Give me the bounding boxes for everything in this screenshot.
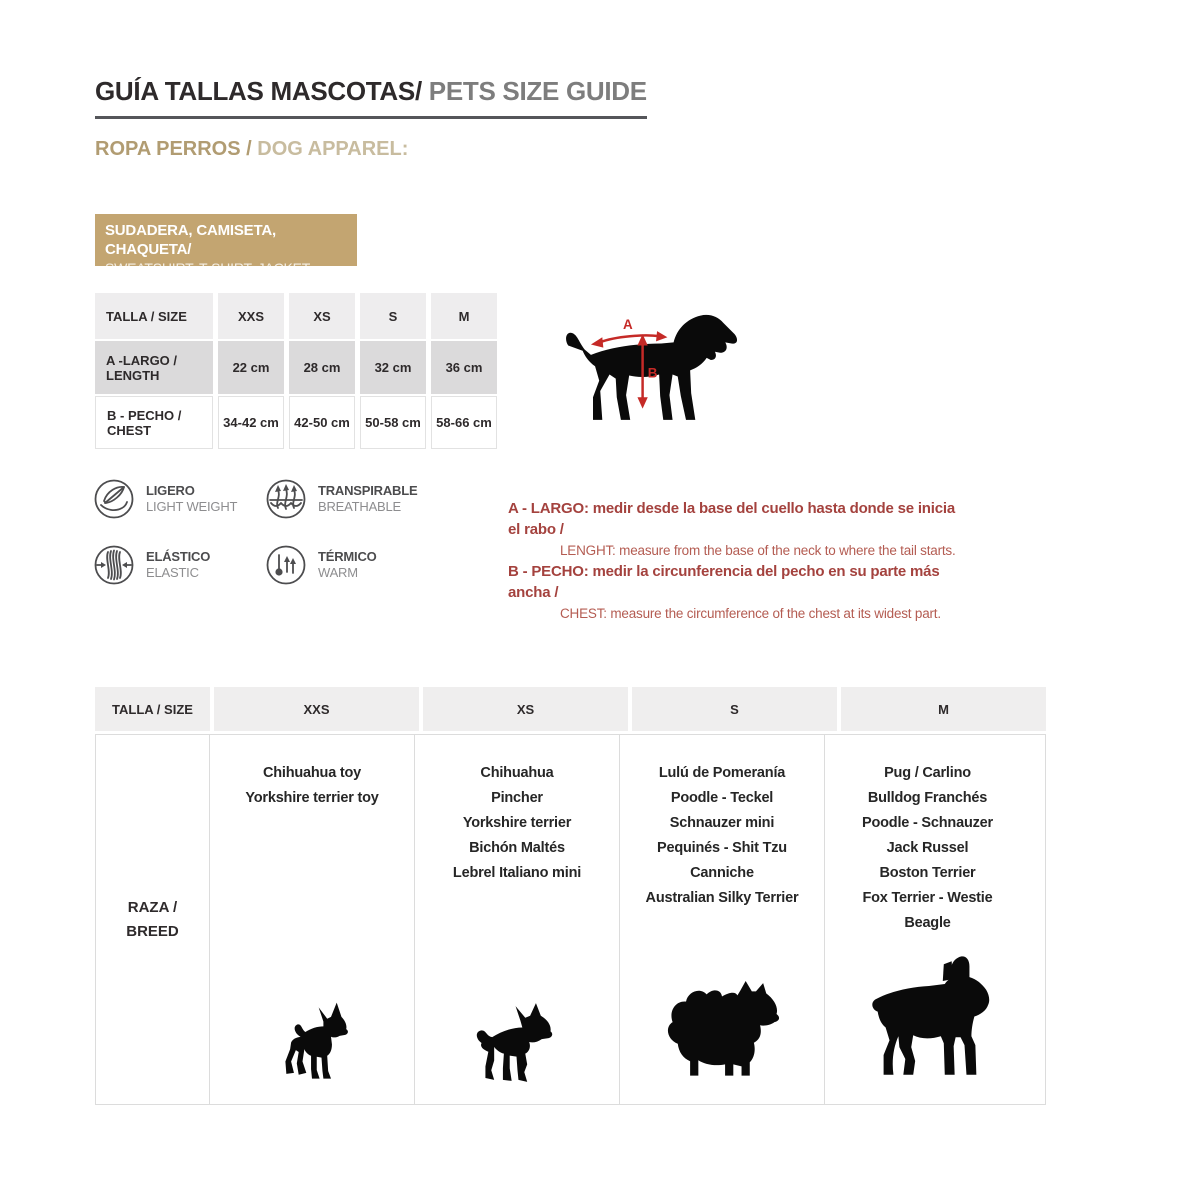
breed-column-xxs — [210, 735, 415, 1104]
breed-item: Canniche — [690, 865, 754, 881]
yorkshire-terrier-silhouette — [466, 998, 568, 1088]
dog-slot — [620, 980, 824, 1088]
breed-list — [646, 735, 799, 911]
subtitle-en: DOG APPAREL: — [251, 138, 409, 160]
label-a: A — [622, 317, 633, 332]
breed-item: Lulú de Pomeranía — [658, 765, 786, 781]
feature-lightweight — [93, 478, 265, 520]
breed-item: Yorkshire terrier — [462, 815, 572, 831]
breed-table — [95, 687, 1046, 1105]
length-m: 36 cm — [431, 341, 497, 394]
elastic-icon — [93, 544, 135, 586]
size-table-header-s: S — [360, 293, 426, 339]
breed-item: Fox Terrier - Westie — [862, 890, 993, 906]
breed-list — [245, 735, 378, 811]
length-s: 32 cm — [360, 341, 426, 394]
length-arrow — [599, 335, 659, 342]
breed-table-body — [95, 734, 1046, 1105]
chest-xxs: 34-42 cm — [218, 396, 284, 449]
chest-m: 58-66 cm — [431, 396, 497, 449]
dog-slot — [210, 996, 414, 1088]
category-line-en: SWEATSHIRT, T-SHIRT, JACKET — [105, 260, 311, 276]
measuring-instructions — [508, 498, 968, 624]
length-row-label: A -LARGO / LENGTH — [95, 341, 213, 394]
breed-item: Chihuahua toy — [262, 765, 362, 781]
breed-item: Bichón Maltés — [469, 840, 565, 856]
chest-xs: 42-50 cm — [289, 396, 355, 449]
feature-elastic — [93, 544, 265, 586]
page-title-es: GUÍA TALLAS MASCOTAS/ — [95, 76, 422, 106]
breed-item: Pincher — [491, 790, 543, 806]
instruction-b-es: B - PECHO: medir la circunferencia del pecho en su parte más ancha / — [508, 563, 940, 601]
chest-arrow-head-bottom — [637, 397, 647, 408]
length-arrow-head-left — [591, 337, 603, 347]
breed-item: Lebrel Italiano mini — [452, 865, 582, 881]
breed-column-xs — [415, 735, 620, 1104]
section-subtitle — [95, 138, 408, 161]
feature-title: TÉRMICO — [318, 549, 377, 564]
feature-subtitle: ELASTIC — [146, 565, 199, 580]
breed-list — [862, 735, 993, 936]
chest-s: 50-58 cm — [360, 396, 426, 449]
instruction-a-en: LENGHT: measure from the base of the neck to where the tail starts. — [560, 543, 956, 558]
breed-item: Pug / Carlino — [884, 765, 971, 781]
category-banner — [95, 214, 357, 276]
feature-breathable — [265, 478, 465, 520]
breed-column-m — [825, 735, 1030, 1104]
instruction-a-es: A - LARGO: medir desde la base del cuello hasta donde se inicia el rabo / — [508, 500, 955, 538]
french-bulldog-silhouette — [854, 954, 1002, 1088]
pomeranian-silhouette — [655, 980, 789, 1088]
breed-item: Chihuahua — [480, 765, 554, 781]
chihuahua-silhouette — [274, 996, 350, 1088]
feature-list — [93, 478, 465, 586]
breed-header-s: S — [632, 687, 837, 731]
category-line-es: SUDADERA, CAMISETA, CHAQUETA/ — [105, 222, 276, 258]
thermometer-icon — [265, 544, 307, 586]
breed-header-m: M — [841, 687, 1046, 731]
feature-title: LIGERO — [146, 483, 195, 498]
length-arrow-head-right — [656, 331, 667, 341]
breed-list — [453, 735, 581, 886]
length-xs: 28 cm — [289, 341, 355, 394]
dog-slot — [825, 954, 1030, 1088]
breed-item: Australian Silky Terrier — [645, 890, 799, 906]
size-table-header-xs: XS — [289, 293, 355, 339]
chest-row-label: B - PECHO / CHEST — [95, 396, 213, 449]
feather-hand-icon — [93, 478, 135, 520]
breed-column-s — [620, 735, 825, 1104]
breed-header-xxs: XXS — [214, 687, 419, 731]
breed-row-label-cell — [96, 735, 210, 1104]
size-table-header-xxs: XXS — [218, 293, 284, 339]
feature-subtitle: LIGHT WEIGHT — [146, 499, 238, 514]
size-table-header-label: TALLA / SIZE — [95, 293, 213, 339]
breed-row-label-en: BREED — [126, 922, 179, 940]
measure-dog-diagram — [550, 298, 760, 453]
size-table-header-m: M — [431, 293, 497, 339]
length-xxs: 22 cm — [218, 341, 284, 394]
size-table — [95, 293, 497, 449]
breed-item: Yorkshire terrier toy — [245, 790, 379, 806]
breed-item: Bulldog Franchés — [867, 790, 988, 806]
feature-title: TRANSPIRABLE — [318, 483, 418, 498]
subtitle-es: ROPA PERROS / — [95, 138, 252, 160]
page-title — [95, 76, 647, 119]
breed-item: Poodle - Schnauzer — [862, 815, 993, 831]
breed-row-label-es: RAZA / — [127, 898, 178, 916]
feature-warm — [265, 544, 465, 586]
breed-item: Pequinés - Shit Tzu — [657, 840, 787, 856]
instruction-b-en: CHEST: measure the circumference of the chest at its widest part. — [560, 606, 941, 621]
label-b: B — [647, 365, 658, 381]
dog-slot — [415, 998, 619, 1088]
feature-subtitle: WARM — [318, 565, 358, 580]
breed-item: Jack Russel — [886, 840, 969, 856]
feature-subtitle: BREATHABLE — [318, 499, 402, 514]
breed-item: Boston Terrier — [879, 865, 976, 881]
breed-item: Beagle — [904, 915, 951, 931]
breed-header-label: TALLA / SIZE — [95, 687, 210, 731]
breed-item: Poodle - Teckel — [670, 790, 774, 806]
feature-title: ELÁSTICO — [146, 549, 211, 564]
breed-header-xs: XS — [423, 687, 628, 731]
breathable-icon — [265, 478, 307, 520]
breed-table-header — [95, 687, 1046, 731]
page-title-en: PETS SIZE GUIDE — [421, 76, 647, 106]
breed-item: Schnauzer mini — [669, 815, 775, 831]
